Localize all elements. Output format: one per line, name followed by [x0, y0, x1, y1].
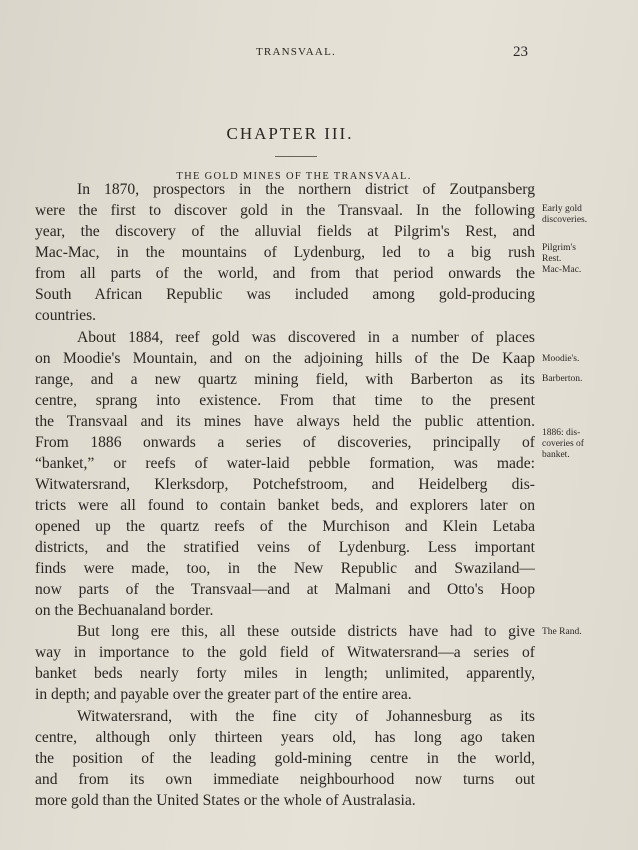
margin-note — [542, 354, 632, 365]
text-line: in depth; and payable over the greater part of the entire area. — [35, 686, 412, 703]
margin-note — [542, 204, 632, 226]
title-rule — [275, 156, 317, 157]
chapter-subtitle: THE GOLD MINES OF THE TRANSVAAL. — [176, 171, 412, 182]
margin-note — [542, 243, 632, 276]
margin-note — [542, 627, 632, 638]
text-line: from all parts of the world, and from that period onwards the — [35, 265, 535, 282]
text-line: now parts of the Transvaal—and at Malmani and Otto's Hoop — [35, 581, 535, 598]
text-line: and from its own immediate neighbourhood now turns out — [35, 771, 535, 788]
text-line: centre, sprang into existence. From that time to the present — [35, 392, 535, 409]
margin-note-line: discoveries. — [542, 215, 588, 225]
running-head: TRANSVAAL. — [256, 46, 336, 58]
text-line: opened up the quartz reefs of the Murchison and Klein Letaba — [35, 518, 535, 535]
text-line: Witwatersrand, with the fine city of Johannesburg as its — [77, 708, 535, 725]
margin-note-line: Rest. — [542, 254, 562, 264]
text-line: year, the discovery of the alluvial fields at Pilgrim's Rest, and — [35, 223, 535, 240]
text-line: “banket,” or reefs of water-laid pebble formation, was made: — [35, 455, 535, 472]
page-number: 23 — [513, 44, 528, 60]
text-line: finds were made, too, in the New Republic and Swaziland— — [35, 560, 535, 577]
text-line: In 1870, prospectors in the northern district of Zoutpansberg — [77, 181, 535, 198]
text-line: way in importance to the gold field of Witwatersrand—a series of — [35, 644, 535, 661]
margin-note-line: Early gold — [542, 204, 582, 214]
text-line: Mac-Mac, in the mountains of Lydenburg, led to a big rush — [35, 244, 535, 261]
margin-note-line: coveries of — [542, 439, 584, 449]
text-line: But long ere this, all these outside districts have had to give — [77, 623, 535, 640]
text-line: Witwatersrand, Klerksdorp, Potchefstroom, and Heidelberg dis- — [35, 476, 535, 493]
text-line: From 1886 onwards a series of discoveries, principally of — [35, 434, 535, 451]
text-line: countries. — [35, 307, 97, 324]
text-line: About 1884, reef gold was discovered in a number of places — [77, 329, 535, 346]
text-line: banket beds nearly forty miles in length; unlimited, apparently, — [35, 665, 535, 682]
margin-note-line: The Rand. — [542, 627, 582, 637]
text-line: on Moodie's Mountain, and on the adjoining hills of the De Kaap — [35, 350, 535, 367]
text-line: the position of the leading gold-mining centre in the world, — [35, 750, 535, 767]
text-line: on the Bechuanaland border. — [35, 602, 214, 619]
margin-note — [542, 428, 632, 461]
text-line: centre, although only thirteen years old, has long ago taken — [35, 729, 535, 746]
margin-note-line: Barberton. — [542, 374, 583, 384]
text-line: tricts were all found to contain banket beds, and explorers later on — [35, 497, 535, 514]
margin-note-line: Pilgrim's — [542, 243, 576, 253]
margin-note — [542, 374, 632, 385]
text-line: were the first to discover gold in the Transvaal. In the following — [35, 202, 535, 219]
text-line: districts, and the stratified veins of Lydenburg. Less important — [35, 539, 535, 556]
text-line: the Transvaal and its mines have always held the public attention. — [35, 413, 535, 430]
text-line: more gold than the United States or the whole of Australasia. — [35, 792, 416, 809]
text-line: South African Republic was included among gold-producing — [35, 286, 535, 303]
margin-note-line: 1886: dis- — [542, 428, 581, 438]
chapter-title: CHAPTER III. — [226, 124, 354, 143]
text-line: range, and a new quartz mining field, with Barberton as its — [35, 371, 535, 388]
margin-note-line: banket. — [542, 450, 570, 460]
margin-note-line: Mac-Mac. — [542, 265, 582, 275]
margin-note-line: Moodie's. — [542, 354, 580, 364]
